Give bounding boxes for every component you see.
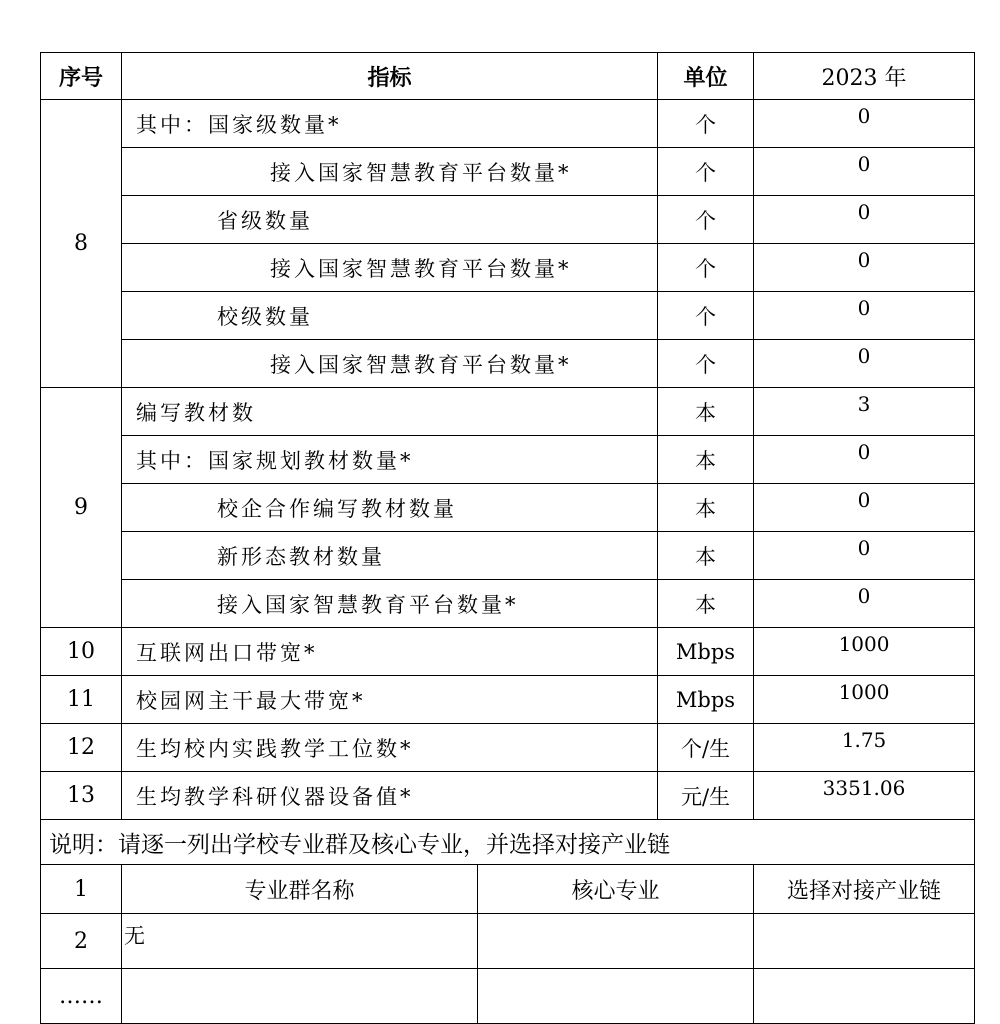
table-row [41,148,975,196]
row-unit: 本 [658,484,754,532]
row-unit: 个 [658,292,754,340]
row-indicator-label: 校园网主干最大带宽* [122,676,658,724]
row-seq: 11 [41,676,122,724]
row-indicator-label: 新形态教材数量 [122,532,658,580]
table-row [41,484,975,532]
table-row [41,340,975,388]
major-header-core-major: 核心专业 [478,865,754,914]
major-row-core-major [478,969,754,1024]
row-seq: 10 [41,628,122,676]
row-value: 0 [754,532,975,580]
row-seq: 13 [41,772,122,820]
row-value: 0 [754,436,975,484]
row-indicator-label: 其中：国家规划教材数量* [122,436,658,484]
indicator-table [40,52,975,1024]
table-row [41,244,975,292]
row-value: 0 [754,484,975,532]
table-row [41,676,975,724]
major-group-row [41,969,975,1024]
row-unit: 个 [658,340,754,388]
row-unit: 本 [658,436,754,484]
row-unit: 本 [658,580,754,628]
row-indicator-label: 接入国家智慧教育平台数量* [122,244,658,292]
table-row [41,388,975,436]
row-value: 0 [754,340,975,388]
major-group-row [41,914,975,969]
row-seq: 8 [41,100,122,388]
major-row-group-name: 无 [122,914,478,969]
row-indicator-label: 生均教学科研仪器设备值* [122,772,658,820]
row-seq: 12 [41,724,122,772]
row-indicator-label: 省级数量 [122,196,658,244]
row-value: 0 [754,196,975,244]
table-row [41,724,975,772]
row-unit: 个 [658,148,754,196]
row-value: 0 [754,100,975,148]
row-indicator-label: 校企合作编写教材数量 [122,484,658,532]
row-value: 0 [754,148,975,196]
table-row [41,196,975,244]
table-row [41,436,975,484]
row-unit: Mbps [658,628,754,676]
header-year: 2023 年 [754,53,975,100]
header-unit: 单位 [658,53,754,100]
row-unit: 个/生 [658,724,754,772]
row-indicator-label: 接入国家智慧教育平台数量* [122,148,658,196]
major-header-seq: 1 [41,865,122,914]
row-value: 0 [754,580,975,628]
table-header-row [41,53,975,100]
table-row [41,292,975,340]
major-header-group-name: 专业群名称 [122,865,478,914]
row-value: 1000 [754,676,975,724]
row-seq: 9 [41,388,122,628]
header-indicator: 指标 [122,53,658,100]
row-value: 0 [754,244,975,292]
row-value: 3 [754,388,975,436]
row-unit: Mbps [658,676,754,724]
row-indicator-label: 生均校内实践教学工位数* [122,724,658,772]
row-indicator-label: 互联网出口带宽* [122,628,658,676]
row-unit: 个 [658,196,754,244]
major-header-industry-chain: 选择对接产业链 [754,865,975,914]
row-unit: 个 [658,100,754,148]
table-row [41,532,975,580]
row-indicator-label: 编写教材数 [122,388,658,436]
row-unit: 本 [658,532,754,580]
table-row [41,772,975,820]
row-indicator-label: 校级数量 [122,292,658,340]
major-row-core-major [478,914,754,969]
major-row-industry-chain [754,969,975,1024]
header-seq: 序号 [41,53,122,100]
row-unit: 元/生 [658,772,754,820]
note-text: 说明：请逐一列出学校专业群及核心专业，并选择对接产业链 [41,820,975,865]
table-row [41,628,975,676]
row-unit: 本 [658,388,754,436]
major-row-seq: 2 [41,914,122,969]
major-row-group-name [122,969,478,1024]
row-value: 1000 [754,628,975,676]
note-row [41,820,975,865]
major-row-industry-chain [754,914,975,969]
row-indicator-label: 其中：国家级数量* [122,100,658,148]
table-row [41,100,975,148]
row-indicator-label: 接入国家智慧教育平台数量* [122,580,658,628]
major-row-seq: …… [41,969,122,1024]
row-value: 1.75 [754,724,975,772]
row-value: 3351.06 [754,772,975,820]
row-indicator-label: 接入国家智慧教育平台数量* [122,340,658,388]
indicator-table-sheet [40,52,974,1024]
row-value: 0 [754,292,975,340]
row-unit: 个 [658,244,754,292]
major-group-header-row [41,865,975,914]
table-row [41,580,975,628]
